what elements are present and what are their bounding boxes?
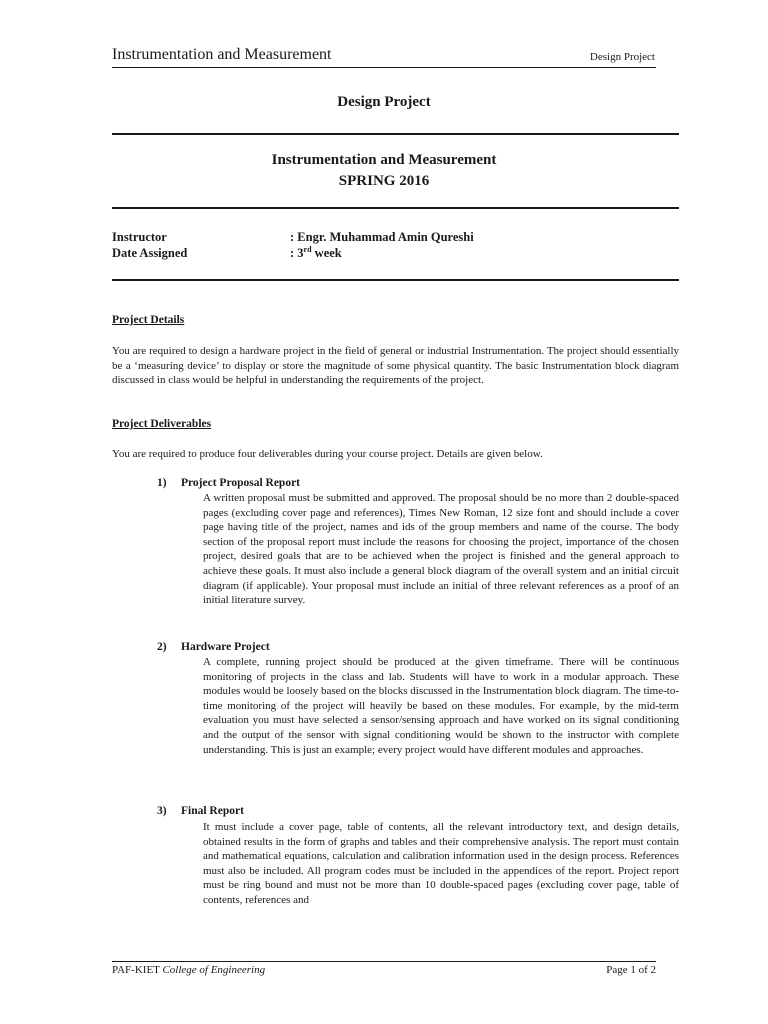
date-assigned-row <box>112 245 474 261</box>
course-name: Instrumentation and Measurement <box>271 152 497 168</box>
running-header-title: Instrumentation and Measurement <box>112 46 332 63</box>
title-rule-bottom <box>112 207 679 209</box>
info-rule <box>112 279 679 281</box>
deliverable-title: Project Proposal Report <box>181 477 301 489</box>
deliverable-number: 3) <box>157 805 167 817</box>
deliverable-item-title <box>157 805 244 817</box>
instructor-row <box>112 229 474 245</box>
deliverables-intro: You are required to produce four deliverables during your course project. Details are given below. <box>112 448 543 460</box>
date-suffix: week <box>311 246 342 260</box>
project-details-heading: Project Details <box>112 314 185 326</box>
footer-divider <box>112 961 656 962</box>
deliverable-item-text: A complete, running project should be produced at the given timeframe. There will be continuous monitoring of projects in the class and lab. Students will have to work in a modular approach. These modules would be loosely based on the blocks discussed in the Instrumentation block diagram. The time-to-time monitoring of the project will heavily be based on these modules. For example, by the mid-term evaluation you must have selected a sensor/sensing approach and have worked on its signal conditioning and the output of the sensor with signal conditioning would be shown to the instructor with complete understanding. This is just an example; every project would have different modules and approaches. <box>203 656 679 756</box>
project-details-text: You are required to design a hardware project in the field of general or industrial Instrumentation. The project should essentially be a ‘measuring device’ to display or store the magnitude of some physical quantity. The basic Instrumentation block diagram discussed in class would be helpful in understanding the requirements of the project. <box>112 345 679 387</box>
deliverable-title: Hardware Project <box>181 641 270 653</box>
title-rule-top <box>112 133 679 135</box>
date-ordinal: rd <box>303 244 312 254</box>
deliverable-item-title <box>157 477 300 489</box>
instructor-value: : Engr. Muhammad Amin Qureshi <box>290 230 474 244</box>
project-deliverables-heading: Project Deliverables <box>112 418 212 430</box>
assignment-info <box>112 229 474 261</box>
date-assigned-label: Date Assigned <box>112 246 188 260</box>
deliverable-item-text: A written proposal must be submitted and approved. The proposal should be no more than 2 double-spaced pages (excluding cover page and references), Times New Roman, 12 size font and should include a cover page having title of the project, names and ids of the group members and name of the course. The body section of the proposal report must include the reasons for choosing the project, importance of the chosen project, desired goals that are to be achieved when the project is finished and the general approach to achieve these goals. It must also include a general block diagram of the overall system and an initial circuit diagram (if applicable). Your proposal must include an initial of three relevant references as a proof of an initial literature survey. <box>203 492 679 607</box>
deliverable-item-text: It must include a cover page, table of contents, all the relevant introductory text, and design details, obtained results in the form of graphs and tables and their comprehensive analysis. The report must contain and mathematical equations, calculation and calibration information used in the design process. References must also be included. All program codes must be included in the appendices of the report. Project report must be ring bound and must not be more than 10 double-spaced pages (excluding cover page, table of contents, references and <box>203 821 679 906</box>
running-header-label: Design Project <box>589 51 655 63</box>
deliverable-number: 1) <box>157 477 167 489</box>
header-divider <box>112 67 656 68</box>
footer-institution <box>112 964 265 976</box>
footer-college: College of Engineering <box>162 964 266 976</box>
footer-org: PAF-KIET <box>112 964 160 976</box>
date-assigned-value <box>290 245 342 261</box>
deliverable-number: 2) <box>157 641 167 653</box>
page-number: Page 1 of 2 <box>606 964 656 976</box>
document-title: Design Project <box>337 94 431 110</box>
deliverable-title: Final Report <box>181 805 244 817</box>
course-block <box>0 150 768 192</box>
deliverable-item-title <box>157 641 270 653</box>
instructor-label: Instructor <box>112 230 167 244</box>
date-prefix: : 3 <box>290 246 304 260</box>
course-term: SPRING 2016 <box>338 173 430 189</box>
